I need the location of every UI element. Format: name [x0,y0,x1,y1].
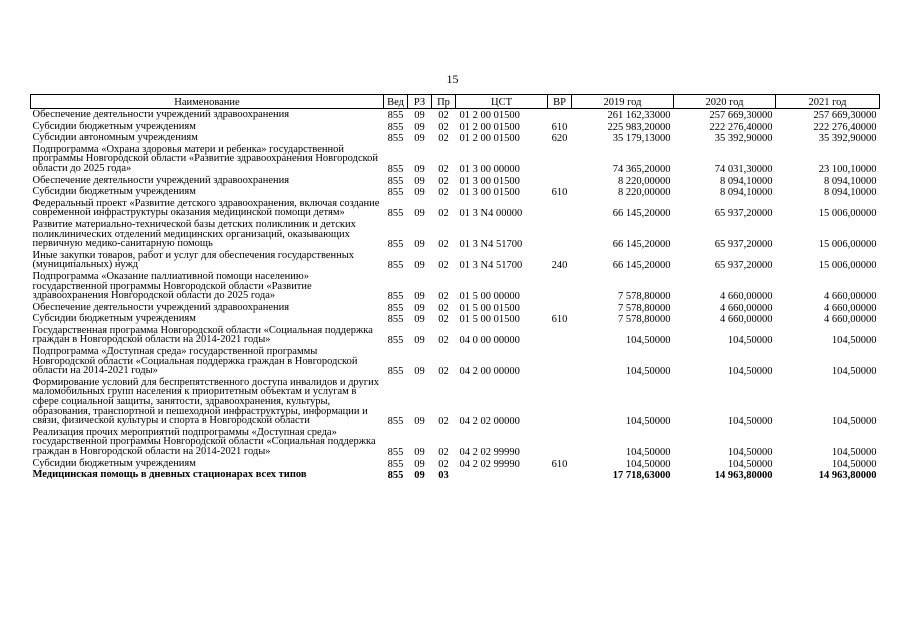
cell-name: Медицинская помощь в дневных стационарах всех типов [32,469,307,481]
table-row [31,109,880,121]
cell-2020: 222 276,40000 [709,121,773,133]
table-row [31,346,880,377]
table-row [31,250,880,271]
cell-ved: 855 [387,260,404,272]
cell-pr: 02 [438,110,449,121]
cell-rz: 09 [414,335,425,347]
cell-cst [456,469,548,481]
cell-name: Обеспечение деятельности учреждений здравоохранения [32,174,290,186]
cell-pr: 02 [438,291,449,303]
cell-pr: 02 [438,335,449,347]
cell-name: Подпрограмма «Оказание паллиативной помощи населению» государственной программы Новгородской области «Развитие здравоохранения Новгородской области до 2025 года» [32,270,312,302]
header-2019: 2019 год [572,95,674,109]
cell-2021: 15 006,00000 [818,239,877,251]
cell-2020: 4 660,00000 [720,302,773,314]
cell-2020: 74 031,30000 [714,163,773,175]
cell-ved: 855 [387,291,404,303]
cell-name: Развитие материально-технической базы детских поликлиник и детских поликлинических отделений медицинских организаций, оказывающих первичную медико-санитарную помощь [32,218,356,250]
cell-2021: 4 660,00000 [824,302,877,314]
table-row [31,469,880,481]
cell-vr [548,346,572,377]
table-row [31,313,880,325]
cell-pr: 02 [438,208,449,220]
cell-2019: 225 983,20000 [607,121,671,133]
cell-cst: 01 3 00 00000 [459,163,520,175]
cell-2019: 17 718,63000 [612,470,671,482]
cell-cst: 01 3 00 01500 [459,187,520,199]
cell-vr: 610 [551,121,568,133]
cell-vr [548,377,572,427]
cell-2019: 8 220,00000 [618,175,671,187]
cell-name: Подпрограмма «Доступная среда» государственной программы Новгородской области «Социальная поддержка граждан в Новгородской области на 2014-2021 годы» [32,346,358,377]
cell-2020: 104,50000 [727,458,773,470]
cell-name: Субсидии бюджетным учреждениям [32,186,196,198]
cell-ved: 855 [387,366,404,378]
cell-2020: 257 669,30000 [709,110,773,121]
cell-name: Иные закупки товаров, работ и услуг для обеспечения государственных (муниципальных) нужд [32,249,355,271]
cell-ved: 855 [387,314,404,326]
cell-2020: 104,50000 [727,366,773,378]
cell-2021: 104,50000 [831,458,877,470]
cell-pr: 02 [438,239,449,251]
cell-name: Субсидии бюджетным учреждениям [32,457,196,469]
cell-2020: 4 660,00000 [720,314,773,326]
cell-pr: 02 [438,447,449,458]
cell-vr: 610 [551,187,568,199]
cell-ved: 855 [387,458,404,470]
cell-pr: 02 [438,416,449,428]
cell-2019: 104,50000 [625,366,671,378]
cell-2021: 15 006,00000 [818,208,877,220]
cell-2021: 104,50000 [831,335,877,347]
cell-vr [548,302,572,314]
cell-2019: 66 145,20000 [612,208,671,220]
cell-2020: 14 963,80000 [714,470,773,482]
cell-cst: 01 2 00 01500 [459,110,520,121]
cell-vr [548,325,572,346]
cell-name: Субсидии бюджетным учреждениям [32,313,196,325]
cell-ved: 855 [387,175,404,187]
cell-cst: 04 2 00 00000 [459,366,520,378]
cell-2019: 7 578,80000 [618,302,671,314]
cell-rz: 09 [414,208,425,220]
cell-vr: 610 [551,458,568,470]
cell-rz: 09 [414,133,425,145]
cell-pr: 02 [438,121,449,133]
header-cst: ЦСТ [456,95,548,109]
cell-ved: 855 [387,447,404,458]
cell-rz: 09 [414,291,425,303]
cell-rz: 09 [414,239,425,251]
cell-rz: 09 [414,302,425,314]
table-row [31,144,880,175]
cell-2021: 14 963,80000 [818,470,877,482]
cell-pr: 02 [438,133,449,145]
cell-ved: 855 [387,416,404,428]
cell-vr: 620 [551,133,568,145]
cell-cst: 01 2 00 01500 [459,121,520,133]
cell-vr [548,109,572,121]
cell-2020: 35 392,90000 [714,133,773,145]
cell-vr [548,469,572,481]
cell-rz: 09 [414,163,425,175]
header-ved: Вед [384,95,408,109]
cell-2019: 7 578,80000 [618,314,671,326]
cell-2020: 4 660,00000 [720,291,773,303]
cell-vr [548,175,572,187]
cell-cst: 01 3 00 01500 [459,175,520,187]
table-row [31,186,880,198]
table-row [31,458,880,470]
table-row [31,377,880,427]
cell-cst: 01 3 N4 51700 [459,260,523,272]
cell-cst: 04 2 02 00000 [459,416,520,428]
cell-2020: 104,50000 [727,416,773,428]
cell-pr: 02 [438,302,449,314]
cell-name: Формирование условий для беспрепятственного доступа инвалидов и других маломобильных групп населения к приоритетным объектам и услугам в сфере социальной защиты, занятости, здравоохранения, культуры, образования, транспортной и пешеходной инфраструктуры, информации и связи, физической культуры и спорта в Новгородской области [32,376,379,427]
cell-cst: 01 5 00 01500 [459,302,520,314]
cell-pr: 02 [438,175,449,187]
cell-vr [548,427,572,458]
cell-2019: 74 365,20000 [612,163,671,175]
cell-2021: 4 660,00000 [824,291,877,303]
cell-cst: 04 2 02 99990 [459,458,520,470]
page-number: 15 [446,72,459,86]
cell-2019: 104,50000 [625,447,671,458]
cell-rz: 09 [414,470,425,482]
cell-2019: 8 220,00000 [618,187,671,199]
cell-name: Субсидии автономным учреждениям [32,132,198,144]
cell-name: Обеспечение деятельности учреждений здравоохранения [32,109,290,120]
cell-rz: 09 [414,121,425,133]
table-row [31,132,880,144]
cell-2021: 8 094,10000 [824,175,877,187]
cell-2020: 65 937,20000 [714,208,773,220]
table-row [31,427,880,458]
cell-2019: 66 145,20000 [612,260,671,272]
cell-2020: 8 094,10000 [720,175,773,187]
header-pr: Пр [432,95,456,109]
header-vr: ВР [548,95,572,109]
cell-name: Обеспечение деятельности учреждений здравоохранения [32,301,290,313]
cell-2021: 23 100,10000 [818,163,877,175]
cell-ved: 855 [387,121,404,133]
table-row [31,302,880,314]
table-row [31,219,880,250]
header-2021: 2021 год [776,95,880,109]
table-row [31,271,880,302]
cell-rz: 09 [414,416,425,428]
table-row [31,198,880,219]
cell-vr [548,198,572,219]
cell-ved: 855 [387,133,404,145]
cell-pr: 02 [438,163,449,175]
cell-2021: 222 276,40000 [813,121,877,133]
cell-cst: 01 5 00 01500 [459,314,520,326]
cell-name: Государственная программа Новгородской области «Социальная поддержка граждан в Новгородской области на 2014-2021 годы» [32,324,373,346]
cell-ved: 855 [387,110,404,121]
table-row [31,175,880,187]
cell-cst: 04 0 00 00000 [459,335,520,347]
cell-name: Реализация прочих мероприятий подпрограммы «Доступная среда» государственной программы Новгородской области «Социальная поддержка граждан в Новгородской области на 2014-2021 годы» [32,426,376,457]
cell-pr: 02 [438,458,449,470]
cell-rz: 09 [414,314,425,326]
cell-name: Субсидии бюджетным учреждениям [32,120,196,132]
cell-2021: 4 660,00000 [824,314,877,326]
cell-rz: 09 [414,260,425,272]
cell-vr [548,271,572,302]
cell-2019: 66 145,20000 [612,239,671,251]
header-name: Наименование [31,95,384,109]
cell-rz: 09 [414,447,425,458]
cell-2020: 65 937,20000 [714,260,773,272]
cell-2020: 104,50000 [727,447,773,458]
cell-2020: 104,50000 [727,335,773,347]
cell-2020: 65 937,20000 [714,239,773,251]
cell-2021: 104,50000 [831,366,877,378]
header-2020: 2020 год [674,95,776,109]
cell-vr: 240 [551,260,568,272]
cell-name: Федеральный проект «Развитие детского здравоохранения, включая создание современной инфраструктуры оказания медицинской помощи детям» [32,197,380,219]
cell-pr: 03 [438,470,449,482]
cell-vr: 610 [551,314,568,326]
cell-pr: 02 [438,366,449,378]
cell-rz: 09 [414,187,425,199]
cell-vr [548,144,572,175]
cell-pr: 02 [438,314,449,326]
cell-cst: 04 2 02 99990 [459,447,520,458]
cell-ved: 855 [387,335,404,347]
cell-2019: 35 179,13000 [612,133,671,145]
cell-2019: 7 578,80000 [618,291,671,303]
header-rz: РЗ [408,95,432,109]
cell-2021: 104,50000 [831,416,877,428]
cell-cst: 01 3 N4 51700 [459,239,523,251]
cell-ved: 855 [387,163,404,175]
cell-pr: 02 [438,187,449,199]
cell-ved: 855 [387,187,404,199]
cell-2021: 104,50000 [831,447,877,458]
cell-ved: 855 [387,470,404,482]
cell-2019: 104,50000 [625,335,671,347]
cell-2021: 35 392,90000 [818,133,877,145]
cell-cst: 01 2 00 01500 [459,133,520,145]
table-row [31,121,880,133]
cell-cst: 01 3 N4 00000 [459,208,523,220]
cell-cst: 01 5 00 00000 [459,291,520,303]
cell-rz: 09 [414,458,425,470]
cell-2019: 104,50000 [625,416,671,428]
cell-rz: 09 [414,366,425,378]
cell-ved: 855 [387,208,404,220]
cell-2019: 261 162,33000 [607,110,671,121]
cell-vr [548,219,572,250]
budget-table [30,94,880,481]
cell-rz: 09 [414,175,425,187]
table-row [31,325,880,346]
cell-name: Подпрограмма «Охрана здоровья матери и ребенка» государственной программы Новгородской области «Развитие здравоохранения Новгородской области до 2025 года» [32,143,379,174]
table-header-row [31,95,880,109]
cell-2020: 8 094,10000 [720,187,773,199]
cell-2019: 104,50000 [625,458,671,470]
cell-2021: 257 669,30000 [813,110,877,121]
cell-pr: 02 [438,260,449,272]
cell-ved: 855 [387,302,404,314]
cell-ved: 855 [387,239,404,251]
cell-2021: 15 006,00000 [818,260,877,272]
cell-rz: 09 [414,110,425,121]
cell-2021: 8 094,10000 [824,187,877,199]
table-body [31,109,880,481]
